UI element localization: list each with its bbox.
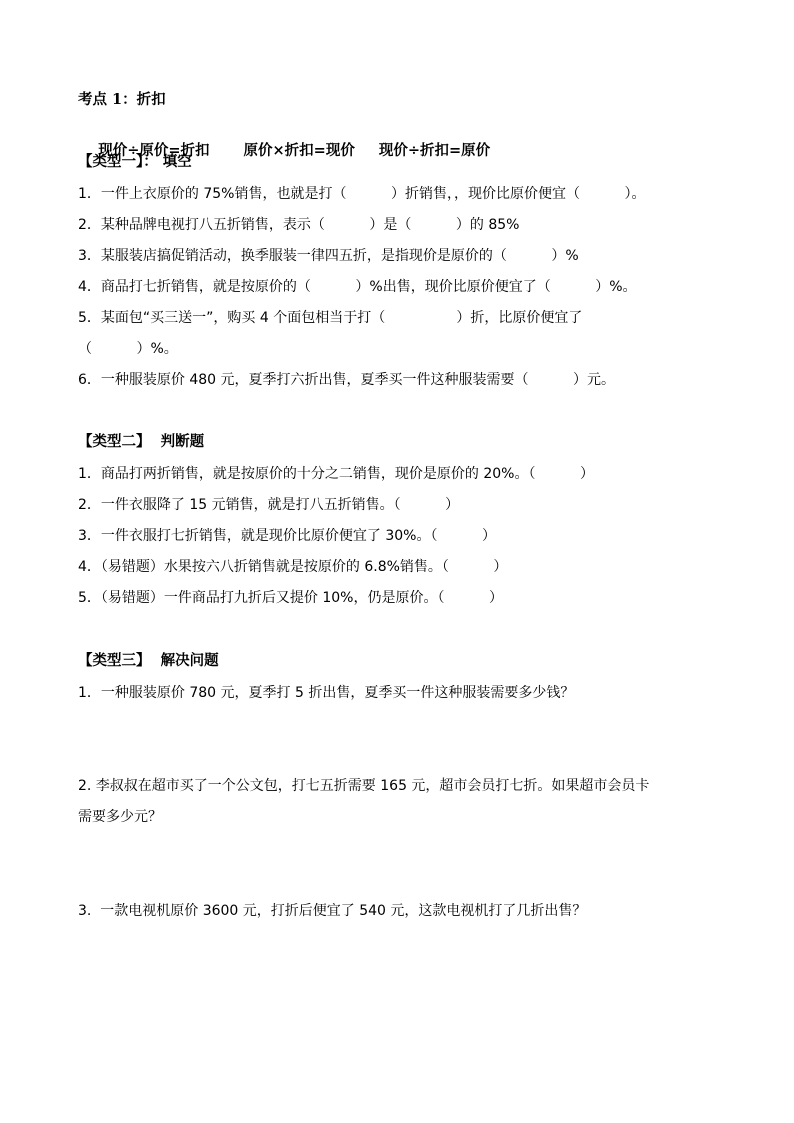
section-3-title: 【类型三】 解决问题 xyxy=(78,652,219,669)
fill-blank-item-2: 2．某种品牌电视打八五折销售，表示（ ）是（ ）的 85% xyxy=(78,217,520,233)
problem-item-2-continued: 需要多少元？ xyxy=(78,809,162,825)
section-1-title: 【类型一】： 填空 xyxy=(78,153,192,170)
judge-item-1: 1．商品打两折销售，就是按原价的十分之二销售，现价是原价的 20%。（ ） xyxy=(78,466,594,482)
fill-blank-item-5: 5．某面包“买三送一”，购买 4 个面包相当于打（ ）折，比原价便宜了 xyxy=(78,310,583,326)
section-2-title: 【类型二】 判断题 xyxy=(78,433,205,450)
topic-title: 考点 1：折扣 xyxy=(78,91,166,108)
judge-item-3: 3．一件衣服打七折销售，就是现价比原价便宜了 30%。（ ） xyxy=(78,528,496,544)
formula-original-times-discount: 原价×折扣=现价 xyxy=(243,142,355,159)
judge-item-5: 5．（易错题）一件商品打九折后又提价 10%，仍是原价。（ ） xyxy=(78,590,503,606)
formula-current-div-discount: 现价÷折扣=原价 xyxy=(378,142,491,159)
problem-item-1: 1．一种服装原价 780 元，夏季打 5 折出售，夏季买一件这种服装需要多少钱？ xyxy=(78,685,575,701)
fill-blank-item-3: 3．某服装店搞促销活动，换季服装一律四五折，是指现价是原价的（ ）% xyxy=(78,248,579,264)
problem-item-2: 2. 李叔叔在超市买了一个公文包，打七五折需要 165 元，超市会员打七折。如果超市会员卡 xyxy=(78,778,650,794)
problem-item-3: 3. 一款电视机原价 3600 元，打折后便宜了 540 元，这款电视机打了几折出售？ xyxy=(78,903,587,919)
formula-row xyxy=(78,121,490,181)
formula-current-div-original: 现价÷原价=折扣 xyxy=(98,142,210,159)
fill-blank-item-4: 4．商品打七折销售，就是按原价的（ ）%出售，现价比原价便宜了（ ）%。 xyxy=(78,279,637,295)
fill-blank-item-5-continued: （ ）%。 xyxy=(78,341,178,357)
fill-blank-item-1: 1．一件上衣原价的 75%销售，也就是打（ ）折销售，，现价比原价便宜（ ）。 xyxy=(78,186,646,202)
judge-item-2: 2．一件衣服降了 15 元销售，就是打八五折销售。（ ） xyxy=(78,497,460,513)
judge-item-4: 4．（易错题）水果按六八折销售就是按原价的 6.8%销售。（ ） xyxy=(78,559,508,575)
fill-blank-item-6: 6．一种服装原价 480 元，夏季打六折出售，夏季买一件这种服装需要（ ）元。 xyxy=(78,372,616,388)
